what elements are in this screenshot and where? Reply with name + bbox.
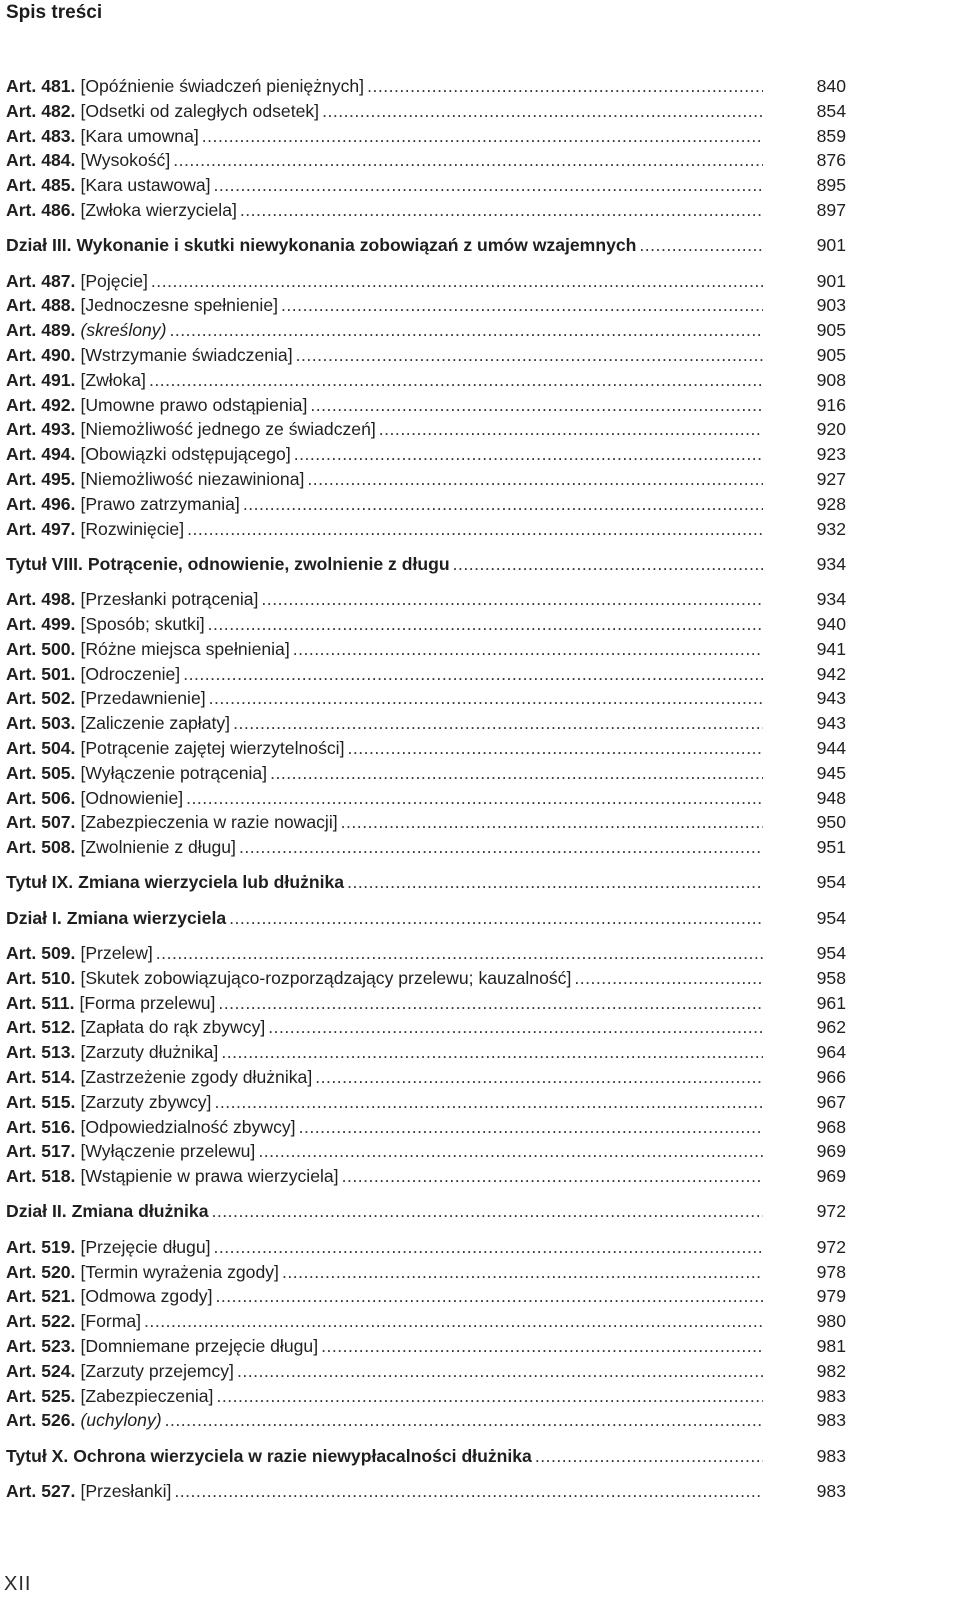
- dot-leader: [202, 124, 763, 149]
- toc-entry-title: [Rozwinięcie]: [80, 518, 185, 539]
- dot-leader: [186, 786, 763, 811]
- toc-entry-number: Art. 499.: [6, 613, 76, 634]
- toc-entry-title: [Skutek zobowiązująco-rozporządzający przelewu; kauzalność]: [80, 967, 572, 988]
- toc-entry[interactable]: [6, 99, 936, 124]
- dot-leader: [261, 587, 763, 612]
- toc-entry-title: [Odsetki od zaległych odsetek]: [80, 100, 320, 121]
- dot-leader: [341, 810, 763, 835]
- toc-entry-page: 876: [816, 150, 846, 171]
- toc-entry[interactable]: [6, 517, 936, 542]
- toc-entry-number: Art. 503.: [6, 713, 76, 734]
- dot-leader: [156, 941, 763, 966]
- toc-entry-title: [Forma]: [80, 1311, 142, 1332]
- dot-leader: [183, 662, 763, 687]
- toc-entry[interactable]: [6, 686, 936, 711]
- toc-entry-number: Art. 491.: [6, 369, 76, 390]
- toc-entry-page: 978: [816, 1261, 846, 1282]
- toc-entry-number: Art. 511.: [6, 992, 75, 1013]
- dot-leader: [307, 467, 763, 492]
- toc-entry-number: Art. 526.: [6, 1410, 76, 1431]
- toc-entry-page: 944: [816, 737, 846, 758]
- dot-leader: [214, 173, 763, 198]
- toc-entry[interactable]: [6, 492, 936, 517]
- dot-leader: [347, 870, 763, 895]
- dot-leader: [574, 966, 763, 991]
- toc-entry[interactable]: [6, 612, 936, 637]
- toc-entry-number: Art. 482.: [6, 100, 76, 121]
- toc-entry-page: 982: [816, 1360, 846, 1381]
- toc-entry-page: 895: [816, 175, 846, 196]
- dot-leader: [215, 1284, 763, 1309]
- toc-entry-title: [Zapłata do rąk zbywcy]: [80, 1017, 266, 1038]
- toc-entry-number: Art. 492.: [6, 394, 76, 415]
- toc-entry-number: Art. 510.: [6, 967, 76, 988]
- toc-entry-title: Ochrona wierzyciela w razie niewypłacalności dłużnika: [73, 1445, 532, 1466]
- toc-entry-title: [Potrącenie zajętej wierzytelności]: [80, 737, 345, 758]
- toc-entry[interactable]: [6, 417, 936, 442]
- toc-entry-title: [Kara ustawowa]: [80, 175, 211, 196]
- toc-entry-page: 954: [816, 872, 846, 893]
- toc-entry-page: 903: [816, 295, 846, 316]
- toc-entry-title: [Odroczenie]: [80, 663, 181, 684]
- toc-entry-page: 969: [816, 1141, 846, 1162]
- toc-entry-number: Art. 518.: [6, 1166, 76, 1187]
- dot-leader: [347, 736, 763, 761]
- toc-entry-number: Art. 488.: [6, 295, 76, 316]
- toc-entry-number: Art. 481.: [6, 76, 76, 96]
- toc-entry-number: Art. 485.: [6, 175, 76, 196]
- toc-entry-page: 948: [816, 787, 846, 808]
- dot-leader: [282, 1260, 763, 1285]
- toc-entry-page: 964: [816, 1042, 846, 1063]
- dot-leader: [315, 1065, 763, 1090]
- dot-leader: [174, 1479, 763, 1504]
- toc-entry-page: 840: [816, 76, 846, 96]
- toc-entry[interactable]: [6, 1040, 936, 1065]
- dot-leader: [299, 1115, 763, 1140]
- page-title: Spis treści: [6, 2, 103, 23]
- dot-leader: [229, 906, 763, 931]
- toc-entry-number: Art. 516.: [6, 1116, 76, 1137]
- toc-entry[interactable]: [6, 442, 936, 467]
- toc-entry-page: 980: [816, 1311, 846, 1332]
- dot-leader: [322, 99, 763, 124]
- toc-entry[interactable]: [6, 343, 936, 368]
- toc-entry[interactable]: [6, 368, 936, 393]
- toc-entry-page: 927: [816, 468, 846, 489]
- toc-entry-page: 983: [816, 1480, 846, 1501]
- toc-entry-title: [Przesłanki potrącenia]: [80, 589, 259, 610]
- toc-entry-title: [Kara umowna]: [80, 125, 199, 146]
- toc-entry[interactable]: [6, 736, 936, 761]
- toc-entry-number: Art. 512.: [6, 1017, 76, 1038]
- toc-entry-title: [Zarzuty dłużnika]: [80, 1042, 219, 1063]
- dot-leader: [639, 233, 763, 258]
- toc-entry-number: Art. 509.: [6, 943, 76, 963]
- toc-section-heading[interactable]: [6, 552, 936, 577]
- toc-entry-title: [Odnowienie]: [80, 787, 184, 808]
- toc-entry[interactable]: [6, 1260, 936, 1285]
- dot-leader: [367, 74, 763, 99]
- toc-entry-page: 969: [816, 1166, 846, 1187]
- toc-entry-title: Zmiana dłużnika: [71, 1201, 209, 1222]
- toc-entry[interactable]: [6, 1090, 936, 1115]
- toc-entry-number: Art. 484.: [6, 150, 76, 171]
- toc-entry[interactable]: [6, 1408, 936, 1433]
- toc-entry[interactable]: [6, 662, 936, 687]
- toc-entry-title: [Wstąpienie w prawa wierzyciela]: [80, 1166, 339, 1187]
- toc-entry-number: Art. 508.: [6, 837, 76, 858]
- toc-entry-number: Art. 519.: [6, 1236, 76, 1257]
- toc-entry-page: 908: [816, 369, 846, 390]
- dot-leader: [233, 711, 763, 736]
- page-number-footer: XII: [4, 1573, 32, 1595]
- toc-entry-page: 950: [816, 812, 846, 833]
- toc-entry-page: 981: [816, 1335, 846, 1356]
- dot-leader: [268, 1015, 763, 1040]
- toc-entry-page: 897: [816, 199, 846, 220]
- toc-entry[interactable]: [6, 1235, 936, 1260]
- toc-entry-page: 942: [816, 663, 846, 684]
- dot-leader: [151, 269, 763, 294]
- toc-entry-number: Art. 520.: [6, 1261, 76, 1282]
- toc-entry-title: [Przesłanki]: [80, 1480, 172, 1501]
- toc-entry-title: Wykonanie i skutki niewykonania zobowiązań z umów wzajemnych: [76, 235, 637, 256]
- toc-entry-title: (skreślony): [80, 320, 167, 341]
- toc-entry-number: Art. 504.: [6, 737, 76, 758]
- toc-entry[interactable]: [6, 810, 936, 835]
- dot-leader: [342, 1164, 763, 1189]
- toc-entry[interactable]: [6, 941, 936, 966]
- toc-entry-page: 854: [816, 100, 846, 121]
- dot-leader: [173, 148, 763, 173]
- toc-entry-title: [Wyłączenie potrącenia]: [80, 762, 268, 783]
- toc-entry-title: [Zwolnienie z długu]: [80, 837, 236, 858]
- toc-entry-page: 972: [816, 1201, 846, 1222]
- toc-entry-number: Art. 525.: [6, 1385, 76, 1406]
- toc-entry-title: [Zwłoka]: [80, 369, 146, 390]
- toc-entry-page: 905: [816, 320, 846, 341]
- toc-entry-page: 945: [816, 762, 846, 783]
- toc-entry[interactable]: [6, 786, 936, 811]
- toc-entry-number: Art. 517.: [6, 1141, 76, 1162]
- toc-entry-page: 954: [816, 907, 846, 928]
- toc-entry-page: 968: [816, 1116, 846, 1137]
- dot-leader: [453, 552, 763, 577]
- dot-leader: [243, 492, 763, 517]
- dot-leader: [208, 612, 763, 637]
- toc-entry-number: Art. 487.: [6, 270, 76, 291]
- dot-leader: [321, 1334, 763, 1359]
- toc-entry[interactable]: [6, 74, 936, 99]
- toc-entry-page: 951: [816, 837, 846, 858]
- toc-entry-title: [Wysokość]: [80, 150, 171, 171]
- toc-entry[interactable]: [6, 148, 936, 173]
- toc-entry-title: [Odmowa zgody]: [80, 1286, 213, 1307]
- toc-entry-title: Zmiana wierzyciela: [66, 907, 227, 928]
- toc-entry-title: (uchylony): [80, 1410, 162, 1431]
- toc-entry-title: [Sposób; skutki]: [80, 613, 205, 634]
- toc-entry[interactable]: [6, 1115, 936, 1140]
- toc-entry-page: 983: [816, 1410, 846, 1431]
- dot-leader: [149, 368, 763, 393]
- toc-entry-title: [Pojęcie]: [80, 270, 148, 291]
- toc-entry-title: [Wstrzymanie świadczenia]: [80, 344, 293, 365]
- toc-entry-number: Art. 500.: [6, 638, 76, 659]
- toc-entry-number: Art. 506.: [6, 787, 76, 808]
- toc-entry[interactable]: [6, 1334, 936, 1359]
- toc-entry-number: Tytuł X.: [6, 1445, 69, 1466]
- toc-entry-number: Art. 527.: [6, 1480, 76, 1501]
- toc-entry-number: Art. 514.: [6, 1066, 76, 1087]
- toc-entry-number: Dział II.: [6, 1201, 67, 1222]
- toc-entry-page: 943: [816, 713, 846, 734]
- toc-entry-number: Dział I.: [6, 907, 62, 928]
- toc-entry-number: Art. 502.: [6, 688, 76, 709]
- toc-entry[interactable]: [6, 761, 936, 786]
- toc-entry-title: [Przelew]: [80, 943, 153, 963]
- toc-entry[interactable]: [6, 1139, 936, 1164]
- toc-entry-page: 901: [816, 270, 846, 291]
- toc-entry-number: Art. 505.: [6, 762, 76, 783]
- toc-entry-page: 901: [816, 235, 846, 256]
- toc-entry[interactable]: [6, 1384, 936, 1409]
- toc-entry-page: 983: [816, 1445, 846, 1466]
- toc-entry-title: [Zarzuty przejemcy]: [80, 1360, 234, 1381]
- toc-entry[interactable]: [6, 711, 936, 736]
- toc-entry-number: Art. 524.: [6, 1360, 76, 1381]
- toc-entry-page: 928: [816, 493, 846, 514]
- toc-section-heading[interactable]: [6, 1444, 936, 1469]
- toc-entry-number: Art. 483.: [6, 125, 76, 146]
- toc-entry[interactable]: [6, 318, 936, 343]
- toc-entry-number: Art. 501.: [6, 663, 76, 684]
- toc-entry-number: Art. 490.: [6, 344, 76, 365]
- toc-entry-number: Art. 496.: [6, 493, 76, 514]
- dot-leader: [144, 1309, 763, 1334]
- toc-entry-page: 940: [816, 613, 846, 634]
- dot-leader: [214, 1235, 763, 1260]
- dot-leader: [165, 1408, 763, 1433]
- toc-entry-title: Zmiana wierzyciela lub dłużnika: [78, 872, 345, 893]
- toc-entry-page: 962: [816, 1017, 846, 1038]
- toc-entry-page: 979: [816, 1286, 846, 1307]
- toc-entry[interactable]: [6, 393, 936, 418]
- toc-entry-title: [Umowne prawo odstąpienia]: [80, 394, 308, 415]
- toc-entry-title: [Zabezpieczenia]: [80, 1385, 214, 1406]
- toc-entry[interactable]: [6, 1284, 936, 1309]
- toc-entry-title: [Opóźnienie świadczeń pieniężnych]: [80, 76, 365, 96]
- toc-entry-title: [Obowiązki odstępującego]: [80, 444, 291, 465]
- dot-leader: [239, 835, 763, 860]
- toc-section-heading[interactable]: [6, 906, 936, 931]
- toc-entry-title: [Niemożliwość jednego ze świadczeń]: [80, 419, 376, 440]
- toc-entry-title: [Zabezpieczenia w razie nowacji]: [80, 812, 338, 833]
- toc-entry-number: Art. 515.: [6, 1091, 76, 1112]
- toc-entry-title: [Zastrzeżenie zgody dłużnika]: [80, 1066, 313, 1087]
- toc-entry-title: [Przejęcie długu]: [80, 1236, 211, 1257]
- toc-entry-page: 920: [816, 419, 846, 440]
- toc-entry-page: 966: [816, 1066, 846, 1087]
- toc-entry-page: 941: [816, 638, 846, 659]
- toc-entry-title: [Jednoczesne spełnienie]: [80, 295, 279, 316]
- dot-leader: [209, 686, 763, 711]
- toc-entry-number: Dział III.: [6, 235, 72, 256]
- dot-leader: [379, 417, 763, 442]
- toc-entry-title: [Zaliczenie zapłaty]: [80, 713, 231, 734]
- toc-entry-page: 954: [816, 943, 846, 963]
- toc-entry[interactable]: [6, 198, 936, 223]
- toc-entry-title: [Termin wyrażenia zgody]: [80, 1261, 279, 1282]
- toc-entry-number: Art. 513.: [6, 1042, 76, 1063]
- toc-entry-title: Potrącenie, odnowienie, zwolnienie z długu: [87, 553, 450, 574]
- dot-leader: [216, 1384, 763, 1409]
- toc-entry-page: 958: [816, 967, 846, 988]
- toc-entry-title: [Odpowiedzialność zbywcy]: [80, 1116, 296, 1137]
- toc-entry-title: [Przedawnienie]: [80, 688, 206, 709]
- toc-entry-page: 943: [816, 688, 846, 709]
- toc-entry-number: Art. 497.: [6, 518, 76, 539]
- toc-section-heading[interactable]: [6, 870, 936, 895]
- toc-entry[interactable]: [6, 269, 936, 294]
- toc-entry-title: [Zwłoka wierzyciela]: [80, 199, 237, 220]
- dot-leader: [270, 761, 763, 786]
- toc-entry-number: Art. 489.: [6, 320, 76, 341]
- toc-entry[interactable]: [6, 637, 936, 662]
- toc-entry-number: Art. 507.: [6, 812, 76, 833]
- toc-entry-number: Tytuł IX.: [6, 872, 74, 893]
- toc-entry-title: [Niemożliwość niezawiniona]: [80, 468, 305, 489]
- dot-leader: [310, 393, 763, 418]
- toc-entry-number: Art. 523.: [6, 1335, 76, 1356]
- toc-entry-page: 972: [816, 1236, 846, 1257]
- toc-entry-number: Art. 522.: [6, 1311, 76, 1332]
- toc-entry-number: Art. 498.: [6, 589, 76, 610]
- dot-leader: [214, 1090, 763, 1115]
- toc-section-heading[interactable]: [6, 1199, 936, 1224]
- toc-entry-page: 961: [816, 992, 846, 1013]
- dot-leader: [218, 991, 763, 1016]
- dot-leader: [212, 1199, 764, 1224]
- dot-leader: [169, 318, 763, 343]
- dot-leader: [535, 1444, 763, 1469]
- dot-leader: [237, 1359, 763, 1384]
- toc-entry[interactable]: [6, 1359, 936, 1384]
- toc-entry-title: [Wyłączenie przelewu]: [80, 1141, 256, 1162]
- toc-entry-page: 934: [816, 589, 846, 610]
- toc-entry-page: 923: [816, 444, 846, 465]
- toc-entry-number: Art. 495.: [6, 468, 76, 489]
- toc-entry[interactable]: [6, 1164, 936, 1189]
- toc-entry-number: Tytuł VIII.: [6, 553, 83, 574]
- toc-entry-page: 932: [816, 518, 846, 539]
- toc-entry-title: [Forma przelewu]: [79, 992, 216, 1013]
- toc-entry[interactable]: [6, 1065, 936, 1090]
- toc-entry-page: 916: [816, 394, 846, 415]
- toc-entry[interactable]: [6, 835, 936, 860]
- toc-entry-number: Art. 521.: [6, 1286, 76, 1307]
- dot-leader: [221, 1040, 763, 1065]
- toc-entry[interactable]: [6, 587, 936, 612]
- toc-entry[interactable]: [6, 293, 936, 318]
- toc-entry-title: [Prawo zatrzymania]: [80, 493, 240, 514]
- toc-entry[interactable]: [6, 467, 936, 492]
- table-of-contents: [6, 74, 936, 1504]
- dot-leader: [294, 442, 763, 467]
- dot-leader: [240, 198, 763, 223]
- dot-leader: [187, 517, 763, 542]
- toc-entry-number: Art. 493.: [6, 419, 76, 440]
- toc-entry-number: Art. 494.: [6, 444, 76, 465]
- toc-entry-number: Art. 486.: [6, 199, 76, 220]
- toc-entry[interactable]: [6, 1479, 936, 1504]
- toc-section-heading[interactable]: [6, 233, 936, 258]
- toc-entry[interactable]: [6, 173, 936, 198]
- toc-entry[interactable]: [6, 124, 936, 149]
- toc-entry[interactable]: [6, 1015, 936, 1040]
- dot-leader: [296, 343, 763, 368]
- toc-entry-page: 967: [816, 1091, 846, 1112]
- toc-entry[interactable]: [6, 1309, 936, 1334]
- dot-leader: [293, 637, 763, 662]
- toc-entry-title: [Zarzuty zbywcy]: [80, 1091, 212, 1112]
- dot-leader: [281, 293, 763, 318]
- toc-entry-page: 934: [816, 553, 846, 574]
- toc-entry-page: 905: [816, 344, 846, 365]
- toc-entry-title: [Różne miejsca spełnienia]: [80, 638, 290, 659]
- toc-entry[interactable]: [6, 966, 936, 991]
- dot-leader: [258, 1139, 763, 1164]
- toc-entry-page: 859: [816, 125, 846, 146]
- toc-entry-page: 983: [816, 1385, 846, 1406]
- toc-entry[interactable]: [6, 991, 936, 1016]
- toc-entry-title: [Domniemane przejęcie długu]: [80, 1335, 319, 1356]
